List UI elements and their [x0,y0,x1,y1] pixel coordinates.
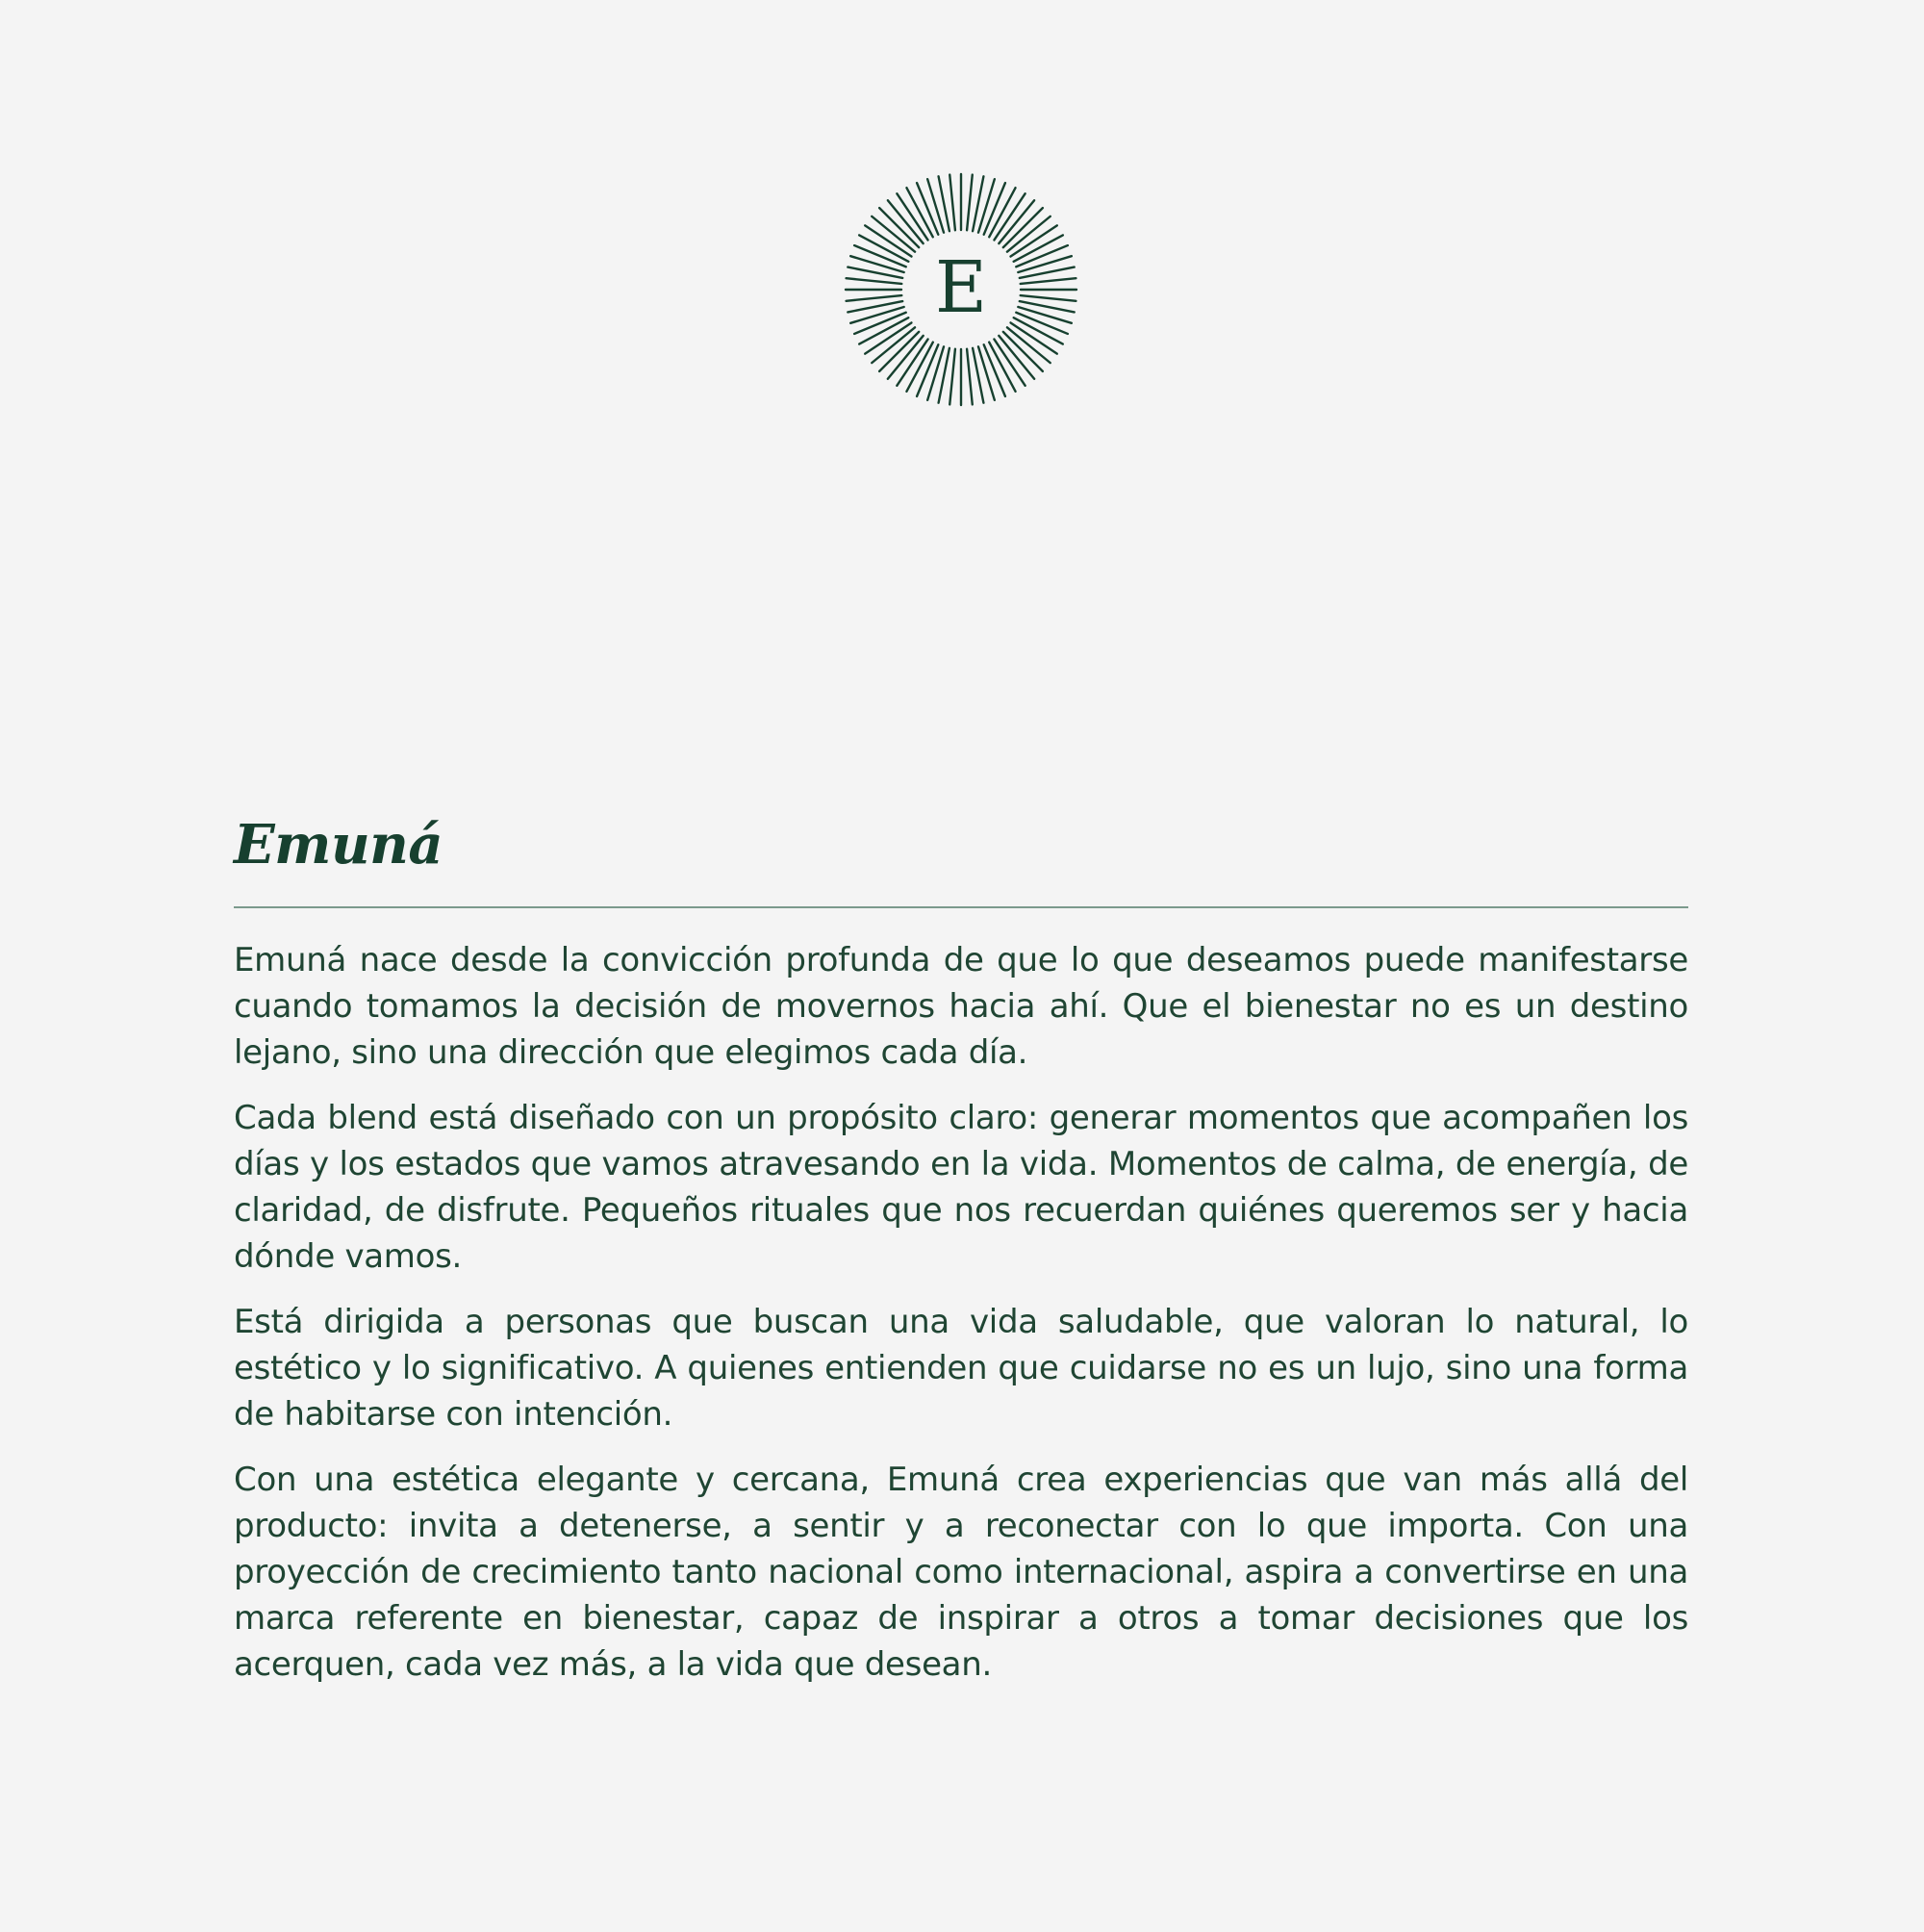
sunburst-ray [1021,278,1076,284]
sunburst-ray [949,349,955,405]
page-title: Emuná [234,813,443,877]
sunburst-ray [847,295,902,301]
paragraph-1: Emuná nace desde la convicción profunda de que lo que deseamos puede manifestarse cuando tomamos la decisión de movernos hacia ahí. Que el bienestar no es un destino lejano, sino una dirección que elegimos cada día. [234,941,1688,1072]
sunburst-monogram-icon [841,169,1081,410]
paragraph-4: Con una estética elegante y cercana, Emuná crea experiencias que van más allá del producto: invita a detenerse, a sentir y a reconectar con lo que importa. Con una proyección de crecimiento tanto nacional como internacional, aspira a convertirse en una marca referente en bienestar, capaz de inspirar a otros a tomar decisiones que los acerquen, cada vez más, a la vida que desean. [234,1461,1688,1684]
sunburst-ray [967,175,973,231]
title-divider [234,906,1688,908]
paragraph-2: Cada blend está diseñado con un propósito claro: generar momentos que acompañen los días y los estados que vamos atravesando en la vida. Momentos de calma, de energía, de claridad, de disfrute. Pequeños rituales que nos recuerdan quiénes queremos ser y hacia dónde vamos. [234,1099,1688,1276]
paragraph-3: Está dirigida a personas que buscan una vida saludable, que valoran lo natural, lo estético y lo significativo. A quienes entienden que cuidarse no es un lujo, sino una forma de habitarse con intención. [234,1303,1688,1434]
body-text [234,937,1688,1688]
sunburst-ray [847,278,902,284]
brand-logo [841,169,1081,410]
sunburst-ray [1021,295,1076,301]
main-content [234,806,1688,1707]
logo-monogram: E [934,246,988,329]
sunburst-ray [949,175,955,231]
sunburst-ray [967,349,973,405]
